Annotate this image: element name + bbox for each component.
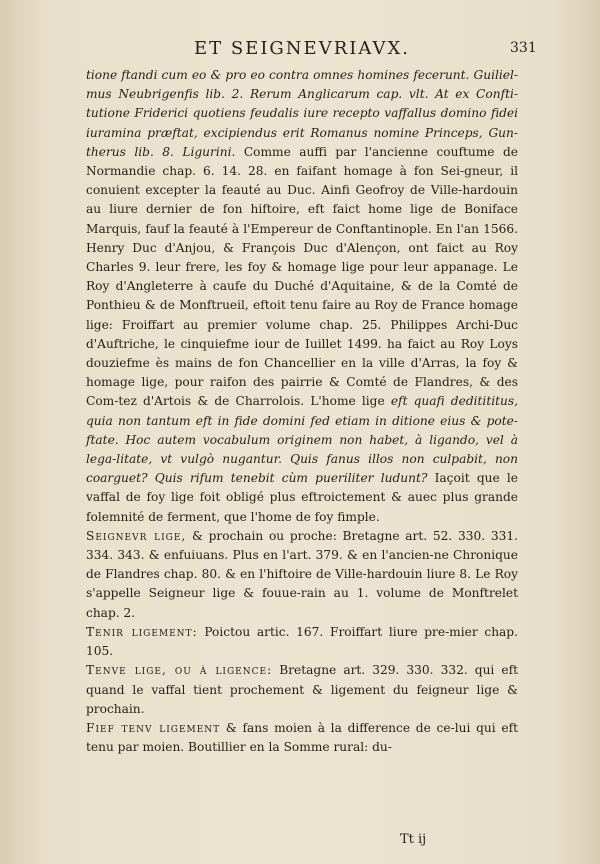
entry-paragraph bbox=[86, 527, 518, 623]
french-text: & prochain ou proche: Bretagne art. 52. 330. 331. 334. 343. & enfuiuans. Plus en l'art. 379. & en l'ancien-ne Chronique de Flandres chap. 80. & en l'hiftoire de Ville-hardouin liure 8. Le Roy s'appelle Seigneur lige & fouue-rain au 1. volume de Monftrelet chap. 2. bbox=[86, 528, 518, 620]
entry-paragraph bbox=[86, 623, 518, 661]
entry-heading: Tenir ligement: bbox=[86, 624, 198, 639]
paragraph-continued bbox=[86, 66, 518, 527]
text-body bbox=[86, 66, 518, 757]
page-number: 331 bbox=[510, 40, 537, 56]
entry-heading: Fief tenv ligement bbox=[86, 720, 221, 735]
entry-heading: Tenve lige, ou à ligence: bbox=[86, 663, 273, 678]
french-text: Poictou artic. 167. Froiffart liure pre-mier chap. 105. bbox=[86, 624, 518, 659]
french-text: Iaçoit que le vaffal de foy lige foit obligé plus eftroictement & auec plus grande folemnité de ferment, que l'home de foy fimple. bbox=[86, 471, 518, 524]
latin-quotation: eft quafi deditititus, quia non tantum eft in fide domini fed etiam in ditione eius & pote-ftate. Hoc autem vocabulum originem non habet, à ligando, vel à lega-litate, vt vulgò nugantur. Quis fanus illos non culpabit, non coarguet? Quis rifum tenebit cùm pueriliter ludunt? bbox=[86, 394, 518, 486]
french-text: Bretagne art. 329. 330. 332. qui eft quand le vaffal tient prochement & ligement du feigneur lige & prochain. bbox=[86, 663, 518, 716]
french-text: Comme auffi par l'ancienne couftume de Normandie chap. 6. 14. 28. en faifant homage à fon Sei-gneur, il conuient excepter la feauté au Duc. Ainfi Geofroy de Ville-hardouin au liure dernier de fon hiftoire, eft faict home lige de Boniface Marquis, fauf la feauté à l'Empereur de Conftantinople. En l'an 1566. Henry Duc d'Anjou, & François Duc d'Alençon, ont faict au Roy Charles 9. leur frere, les foy & homage lige pour leur appanage. Le Roy d'Angleterre à caufe du Duché d'Aquitaine, & de la Comté de Ponthieu & de Monftrueil, eftoit tenu faire au Roy de France homage lige: Froiffart au premier volume chap. 25. Philippes Archi-Duc d'Auftriche, le cinquiefme iour de Iuillet 1499. ha faict au Roy Loys douziefme ès mains de fon Chancellier en la ville d'Arras, la foy & homage lige, pour raifon des pairrie & Comté de Flandres, & des Com-tez d'Artois & de Charrolois. L'home lige bbox=[86, 144, 518, 409]
entry-paragraph bbox=[86, 661, 518, 719]
signature-mark: Tt ij bbox=[400, 832, 427, 847]
french-text: & fans moien à la difference de ce-lui qui eft tenu par moien. Boutillier en la Somme rural: du- bbox=[86, 720, 518, 755]
entry-heading: Seignevr lige, bbox=[86, 528, 187, 543]
running-header: ET SEIGNEVRIAVX. bbox=[193, 38, 411, 59]
latin-quotation: tione ftandi cum eo & pro eo contra omnes homines fecerunt. Guiliel-mus Neubrigenfis lib. 2. Rerum Anglicarum cap. vlt. At ex Confti-tutione Friderici quotiens feudalis iure recepto vaffallus domino fidei iuramina præftat, excipiendus erit Romanus nomine Princeps, Gun-therus lib. 8. Ligurini. bbox=[86, 68, 518, 159]
entry-paragraph bbox=[86, 719, 518, 757]
